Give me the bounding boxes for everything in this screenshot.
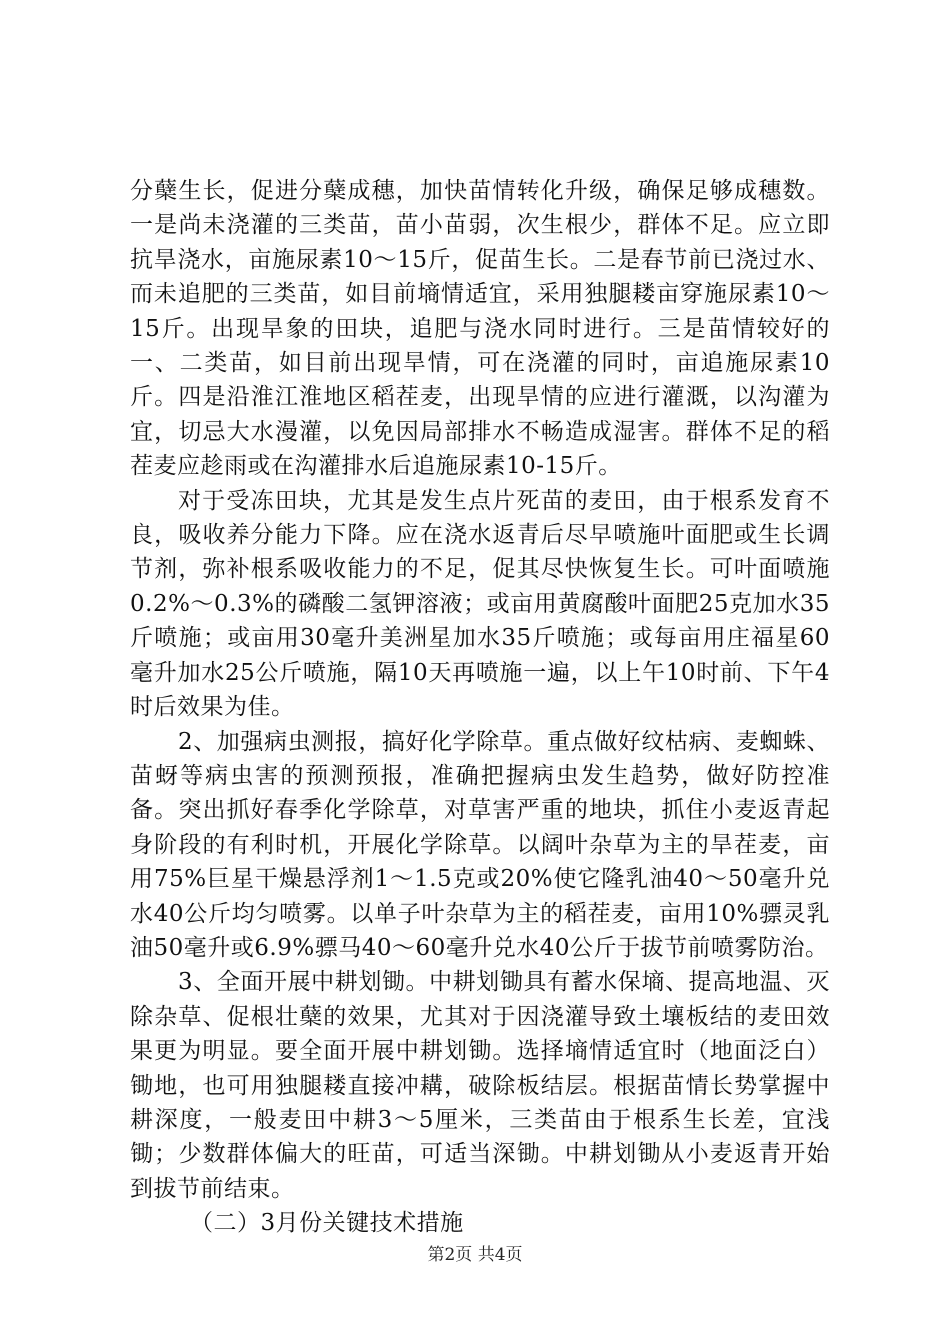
paragraph-cultivation: 3、全面开展中耕划锄。中耕划锄具有蓄水保墒、提高地温、灭除杂草、促根壮蘖的效果，尤其对于因浇灌导致土壤板结的麦田效果更为明显。要全面开展中耕划锄。选择墒情适宜时（地面泛白）锄地，也可用独腿耧直接冲耩，破除板结层。根据苗情长势掌握中耕深度，一般麦田中耕3～5厘米，三类苗由于根系生长差，宜浅锄；少数群体偏大的旺苗，可适当深锄。中耕划锄从小麦返青开始到拔节前结束。 (130, 969, 830, 1202)
page-number: 第2页 共4页 (427, 1245, 523, 1265)
body-text (130, 174, 830, 1241)
paragraph-pest-control: 2、加强病虫测报，搞好化学除草。重点做好纹枯病、麦蜘蛛、苗蚜等病虫害的预测预报，准确把握病虫发生趋势，做好防控准备。突出抓好春季化学除草，对草害严重的地块，抓住小麦返青起身阶段的有利时机，开展化学除草。以阔叶杂草为主的旱茬麦，亩用75%巨星干燥悬浮剂1～1.5克或20%使它隆乳油40～50毫升兑水40公斤均匀喷雾。以单子叶杂草为主的稻茬麦，亩用10%骠灵乳油50毫升或6.9%骠马40～60毫升兑水40公斤于拔节前喷雾防治。 (130, 728, 830, 961)
paragraph-fertilizer: 分蘖生长，促进分蘖成穗，加快苗情转化升级，确保足够成穗数。一是尚未浇灌的三类苗，苗小苗弱，次生根少，群体不足。应立即抗旱浇水，亩施尿素10～15斤，促苗生长。二是春节前已浇过水、而未追肥的三类苗，如目前墒情适宜，采用独腿耧亩穿施尿素10～15斤。出现旱象的田块，追肥与浇水同时进行。三是苗情较好的一、二类苗，如目前出现旱情，可在浇灌的同时，亩追施尿素10斤。四是沿淮江淮地区稻茬麦，出现旱情的应进行灌溉，以沟灌为宜，切忌大水漫灌，以免因局部排水不畅造成湿害。群体不足的稻茬麦应趁雨或在沟灌排水后追施尿素10-15斤。 (130, 178, 830, 480)
section-subheading: （二）3月份关键技术措施 (190, 1210, 464, 1237)
paragraph-frost-damage: 对于受冻田块，尤其是发生点片死苗的麦田，由于根系发育不良，吸收养分能力下降。应在浇水返青后尽早喷施叶面肥或生长调节剂，弥补根系吸收能力的不足，促其尽快恢复生长。可叶面喷施0.2%～0.3%的磷酸二氢钾溶液；或亩用黄腐酸叶面肥25克加水35斤喷施；或亩用30毫升美洲星加水35斤喷施；或每亩用庄福星60毫升加水25公斤喷施，隔10天再喷施一遍，以上午10时前、下午4时后效果为佳。 (130, 487, 830, 721)
page-footer (0, 1240, 950, 1265)
